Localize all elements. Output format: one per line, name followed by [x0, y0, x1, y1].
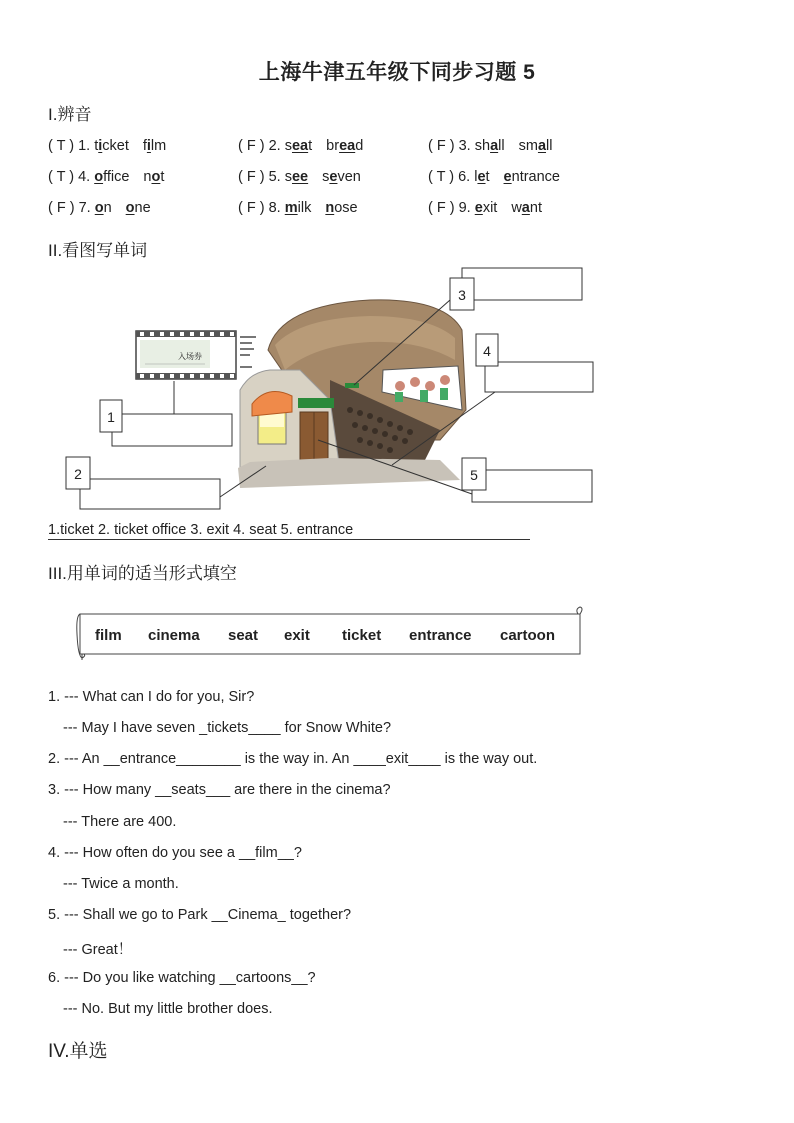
word: seven: [322, 169, 361, 185]
word: milk: [284, 200, 312, 216]
question-line: 5. --- Shall we go to Park __Cinema_ together?: [48, 907, 352, 923]
question-line: 4. --- How often do you see a __film__?: [48, 845, 302, 861]
word: not: [143, 169, 165, 185]
answer-box-3: [462, 268, 582, 300]
word: one: [125, 200, 151, 216]
section-heading: III.用单词的适当形式填空: [48, 564, 237, 583]
word-bank-item: cinema: [148, 627, 200, 644]
word: seat: [284, 138, 313, 154]
section-heading: IV.单选: [48, 1041, 108, 1062]
box-number-2: 2: [74, 466, 82, 482]
cinema-illustration: [0, 0, 794, 540]
box-number-4: 4: [483, 343, 491, 359]
question-line: --- No. But my little brother does.: [63, 1001, 273, 1017]
word: see: [284, 169, 309, 185]
question-line: 2. --- An __entrance________ is the way in. An ____exit____ is the way out.: [48, 751, 538, 767]
answer-mark: ( F ) 3.: [428, 138, 475, 154]
word: film: [142, 138, 167, 154]
question-line: --- Great！: [63, 942, 133, 958]
answer-mark: ( T ) 1.: [48, 138, 95, 154]
word-bank-item: seat: [228, 627, 259, 644]
answer-mark: ( T ) 6.: [428, 169, 475, 185]
answer-box-4: [485, 362, 593, 392]
word: office: [94, 169, 130, 185]
answer-box-1: [112, 414, 232, 446]
question-line: --- May I have seven _tickets____ for Snow White?: [63, 720, 392, 736]
cinema-building: [238, 300, 466, 488]
word-bank-item: cartoon: [500, 627, 556, 644]
word-bank-item: exit: [284, 627, 310, 644]
question-line: --- Twice a month.: [63, 876, 179, 892]
answer-box-5: [472, 470, 592, 502]
word-bank-item: film: [95, 627, 122, 644]
answer-mark: ( F ) 2.: [238, 138, 285, 154]
answer-mark: ( F ) 9.: [428, 200, 475, 216]
box-number-1: 1: [107, 409, 115, 425]
word: let: [474, 169, 490, 185]
question-line: 1. --- What can I do for you, Sir?: [48, 689, 255, 705]
answer-mark: ( F ) 7.: [48, 200, 95, 216]
word: ticket: [94, 138, 129, 154]
word: small: [518, 138, 553, 154]
ticket-image: [136, 331, 256, 379]
ticket-text: 入场券: [178, 352, 202, 361]
word: exit: [474, 200, 498, 216]
word: want: [511, 200, 542, 216]
answer-mark: ( F ) 5.: [238, 169, 285, 185]
section-heading: II.看图写单词: [48, 241, 148, 260]
question-line: 3. --- How many __seats___ are there in the cinema?: [48, 782, 391, 798]
word-bank-item: entrance: [409, 627, 472, 644]
word: nose: [325, 200, 358, 216]
page-title: 上海牛津五年级下同步习题 5: [258, 61, 536, 84]
matching-answer: 1.ticket 2. ticket office 3. exit 4. seat 5. entrance: [48, 522, 530, 540]
box-number-5: 5: [470, 467, 478, 483]
section-heading: I.辨音: [48, 105, 92, 124]
word: on: [94, 200, 112, 216]
word: shall: [474, 138, 505, 154]
answer-mark: ( T ) 4.: [48, 169, 95, 185]
word: entrance: [503, 169, 560, 185]
answer-box-2: [80, 479, 220, 509]
question-line: --- There are 400.: [63, 814, 177, 830]
word-bank-item: ticket: [342, 627, 382, 644]
answer-mark: ( F ) 8.: [238, 200, 285, 216]
word: bread: [326, 138, 364, 154]
question-line: 6. --- Do you like watching __cartoons__?: [48, 970, 316, 986]
box-number-3: 3: [458, 287, 466, 303]
